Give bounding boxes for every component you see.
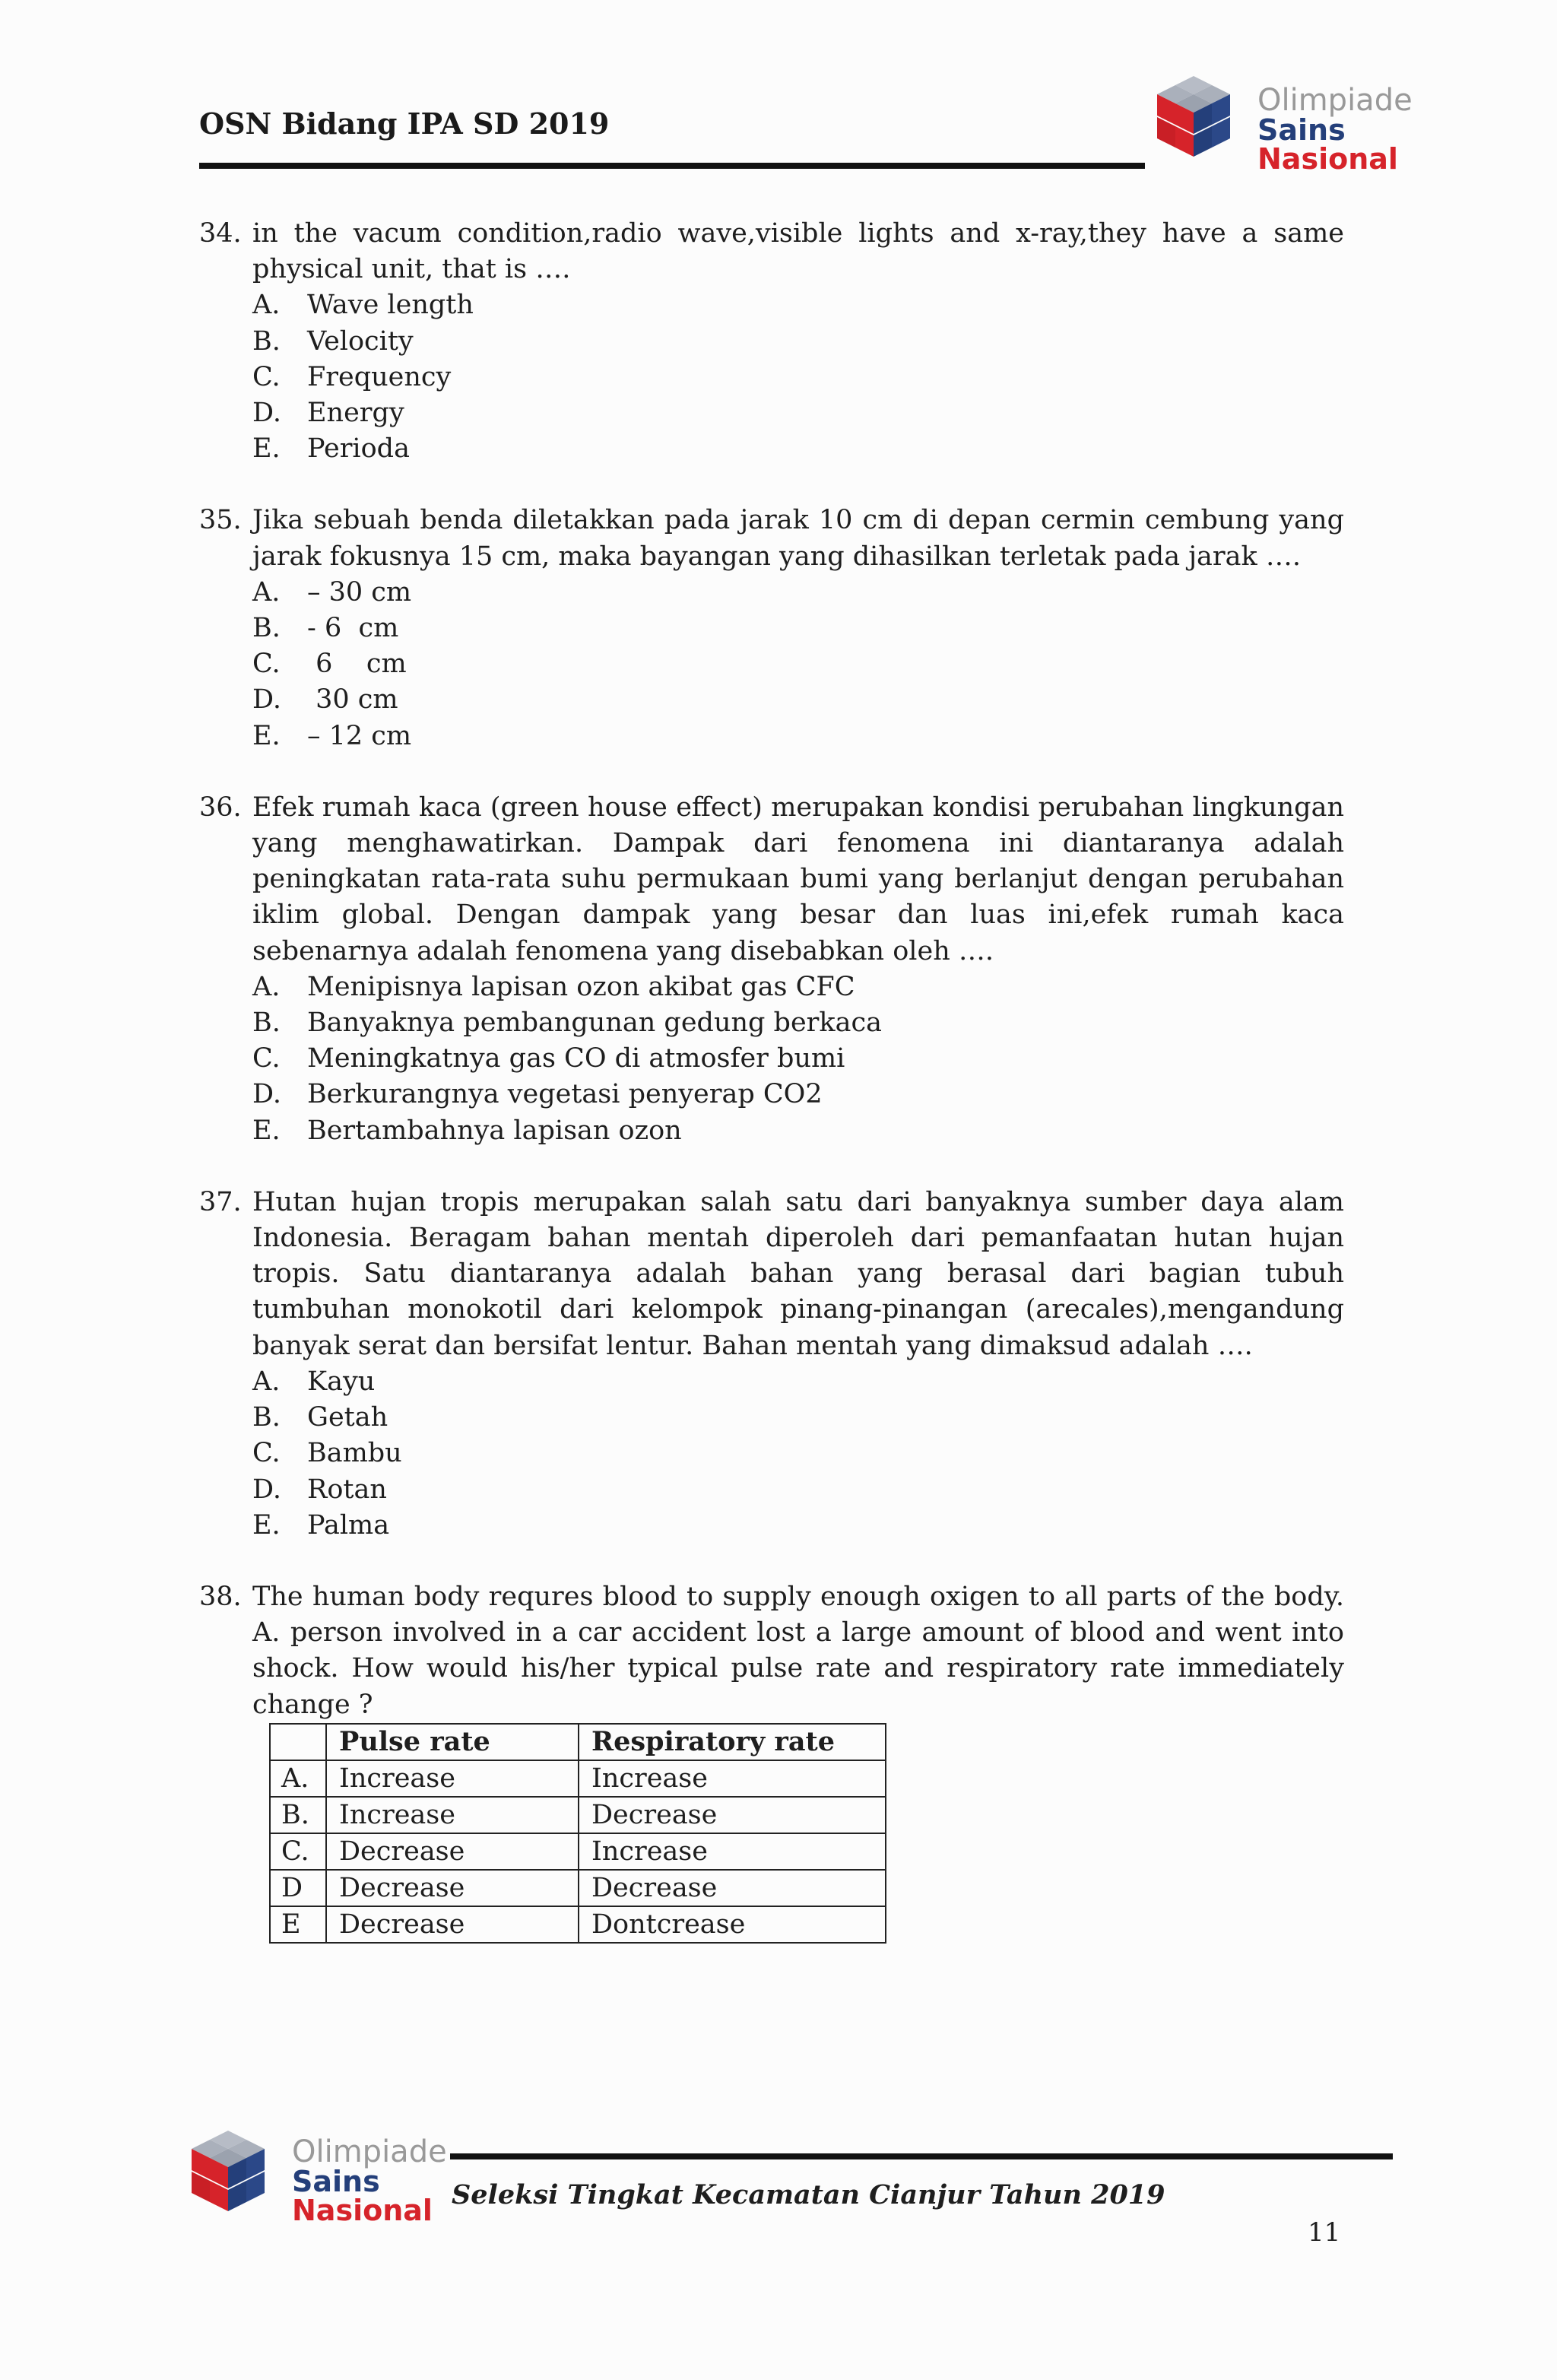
table-cell: E [270,1906,326,1943]
option-text: Kayu [307,1366,376,1397]
question-number: 38. [199,1581,242,1612]
option-text: Bertambahnya lapisan ozon [307,1115,682,1146]
logo-text-nasional: Nasional [292,2194,433,2227]
table-header-cell [270,1724,326,1760]
option-c [252,360,1344,395]
table-row [270,1906,886,1943]
option-letter: A. [252,576,281,608]
option-letter: E. [252,720,281,751]
option-letter: D. [252,684,281,716]
question-37 [199,1185,1344,1544]
option-text: Frequency [307,361,452,392]
option-text: Meningkatnya gas CO di atmosfer bumi [307,1043,845,1074]
option-b [252,611,1344,646]
option-text: Getah [307,1402,388,1433]
option-text: Bambu [307,1438,402,1469]
table-cell: B. [270,1797,326,1833]
question-list [199,216,1344,1979]
option-text: – 30 cm [307,576,412,608]
question-number: 35. [199,505,242,536]
option-text: Perioda [307,433,410,465]
table-header-cell: Respiratory rate [579,1724,886,1760]
option-list [252,1364,1344,1544]
table-cell: Increase [579,1833,886,1870]
table-cell: Decrease [326,1870,579,1906]
option-letter: A. [252,1366,281,1397]
option-text: Rotan [307,1474,387,1505]
table-cell: Increase [326,1760,579,1797]
table-cell: A. [270,1760,326,1797]
option-a [252,575,1344,611]
option-letter: B. [252,613,281,644]
table-row [270,1760,886,1797]
option-a [252,287,1344,323]
option-text: Velocity [307,325,414,357]
option-b [252,1005,1344,1041]
option-letter: D. [252,1079,281,1110]
logo-text-olimpiade: Olimpiade [292,2134,447,2169]
option-b [252,324,1344,360]
answer-table [269,1723,886,1944]
option-e [252,719,1344,754]
option-text: Palma [307,1509,390,1541]
option-e [252,1113,1344,1149]
option-text: Berkurangnya vegetasi penyerap CO2 [307,1079,823,1110]
osn-cube-logo-icon [1148,70,1247,176]
question-text: in the vacum condition,radio wave,visible lights and x-ray,they have a same physical unit, that is …. [252,218,1344,285]
page-header-title: OSN Bidang IPA SD 2019 [199,106,610,141]
option-d [252,395,1344,431]
logo-text-olimpiade: Olimpiade [1257,83,1413,118]
page-number: 11 [1308,2217,1341,2248]
option-c [252,646,1344,682]
table-cell: C. [270,1833,326,1870]
option-text: Wave length [307,290,474,321]
option-letter: B. [252,325,281,357]
option-letter: C. [252,649,281,680]
option-d [252,682,1344,718]
option-b [252,1400,1344,1436]
option-c [252,1041,1344,1077]
logo-text-sains: Sains [292,2165,380,2198]
question-34 [199,216,1344,467]
option-c [252,1436,1344,1471]
question-number: 36. [199,792,242,823]
option-list [252,575,1344,754]
option-letter: E. [252,433,281,465]
option-text: – 12 cm [307,720,412,751]
question-38 [199,1579,1344,1944]
table-cell: Decrease [579,1797,886,1833]
option-d [252,1077,1344,1112]
question-text: Efek rumah kaca (green house effect) merupakan kondisi perubahan lingkungan yang menghawatirkan. Dampak dari fenomena ini diantaranya adalah peningkatan rata-rata suhu permukaan bumi yang berlanjut dengan perubahan iklim global. Dengan dampak yang besar dan luas ini,efek rumah kaca sebenarnya adalah fenomena yang disebabkan oleh …. [252,792,1344,966]
table-cell: Increase [579,1760,886,1797]
footer-caption: Seleksi Tingkat Kecamatan Cianjur Tahun 2019 [452,2179,1165,2210]
table-cell: D [270,1870,326,1906]
option-text: - 6 cm [307,613,399,644]
option-letter: D. [252,1474,281,1505]
question-text: Jika sebuah benda diletakkan pada jarak 10 cm di depan cermin cembung yang jarak fokusnya 15 cm, maka bayangan yang dihasilkan terletak pada jarak …. [252,505,1344,572]
option-a [252,1364,1344,1400]
option-letter: A. [252,971,281,1002]
question-text: Hutan hujan tropis merupakan salah satu dari banyaknya sumber daya alam Indonesia. Beragam bahan mentah diperoleh dari pemanfaatan hutan hujan tropis. Satu diantaranya adalah bahan yang berasal dari bagian tubuh tumbuhan monokotil dari kelompok pinang-pinangan (arecales),mengandung banyak serat dan bersifat lentur. Bahan mentah yang dimaksud adalah …. [252,1186,1344,1361]
logo-text-sains: Sains [1257,113,1346,147]
option-letter: E. [252,1115,281,1146]
table-cell: Increase [326,1797,579,1833]
table-cell: Decrease [326,1833,579,1870]
osn-logo-footer [182,2125,447,2239]
question-number: 34. [199,218,242,249]
option-text: 6 cm [307,649,407,680]
option-text: 30 cm [307,684,398,716]
option-list [252,287,1344,467]
option-letter: E. [252,1509,281,1541]
option-letter: A. [252,290,281,321]
option-list [252,969,1344,1149]
logo-text-nasional: Nasional [1257,142,1398,176]
question-number: 37. [199,1186,242,1217]
option-e [252,431,1344,467]
question-text: The human body requres blood to supply enough oxigen to all parts of the body. A. person involved in a car accident lost a large amount of blood and went into shock. How would his/her typical pulse rate and respiratory rate immediately change ? [252,1581,1344,1720]
table-cell: Decrease [326,1906,579,1943]
option-text: Banyaknya pembangunan gedung berkaca [307,1008,882,1039]
option-text: Energy [307,398,404,429]
option-a [252,969,1344,1005]
table-row [270,1870,886,1906]
table-header-row [270,1724,886,1760]
question-35 [199,503,1344,754]
header-divider [199,163,1145,169]
table-cell: Decrease [579,1870,886,1906]
option-letter: C. [252,1438,281,1469]
option-letter: B. [252,1402,281,1433]
table-header-cell: Pulse rate [326,1724,579,1760]
table-cell: Dontcrease [579,1906,886,1943]
option-d [252,1472,1344,1508]
option-letter: D. [252,398,281,429]
option-letter: B. [252,1008,281,1039]
option-e [252,1508,1344,1544]
option-letter: C. [252,1043,281,1074]
footer-divider [450,2153,1393,2159]
table-row [270,1797,886,1833]
osn-cube-logo-icon [182,2125,281,2231]
osn-logo-header [1148,70,1413,184]
option-letter: C. [252,361,281,392]
table-row [270,1833,886,1870]
question-36 [199,790,1344,1149]
option-text: Menipisnya lapisan ozon akibat gas CFC [307,971,855,1002]
